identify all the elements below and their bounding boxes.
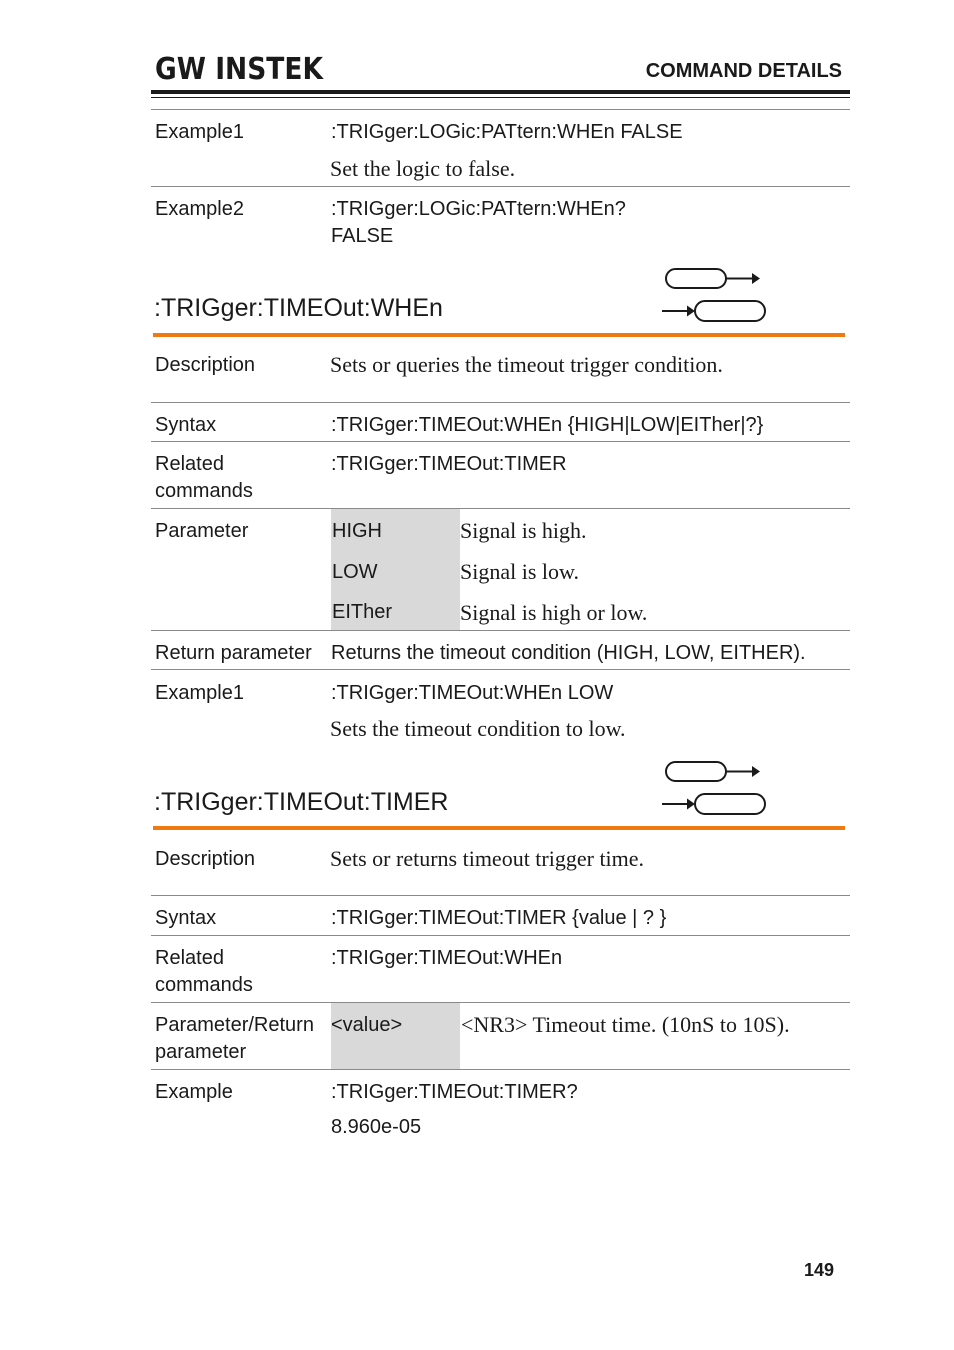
parameter-desc: <NR3> Timeout time. (10nS to 10S). xyxy=(461,1012,790,1037)
related-command: :TRIGger:TIMEOut:WHEn xyxy=(331,947,563,969)
row-divider xyxy=(151,1069,850,1070)
related-label-2: commands xyxy=(155,974,253,996)
row-divider xyxy=(151,669,850,670)
row-divider xyxy=(151,1002,850,1003)
syntax-text: :TRIGger:TIMEOut:WHEn {HIGH|LOW|EITher|?} xyxy=(331,414,764,436)
description-text: Sets or queries the timeout trigger condition. xyxy=(330,352,723,377)
syntax-label: Syntax xyxy=(155,414,217,436)
return-description: Returns the timeout condition (HIGH, LOW, EITHER). xyxy=(331,642,806,664)
set-query-icon xyxy=(660,266,770,326)
syntax-text: :TRIGger:TIMEOut:TIMER {value | ? } xyxy=(331,907,667,929)
return-label: Return parameter xyxy=(155,642,312,664)
example2-command: :TRIGger:LOGic:PATtern:WHEn? xyxy=(331,198,626,220)
example2-result: FALSE xyxy=(331,225,394,247)
gw-instek-logo xyxy=(155,52,327,84)
related-label: Related xyxy=(155,453,224,475)
parameter-label: Parameter xyxy=(155,520,249,542)
parameter-name: LOW xyxy=(332,561,378,583)
row-divider xyxy=(151,186,850,187)
set-icon xyxy=(666,762,760,781)
description-text: Sets or returns timeout trigger time. xyxy=(330,846,645,871)
header-rule-thin xyxy=(151,97,850,98)
parameter-desc: Signal is high. xyxy=(460,518,587,543)
section-title: COMMAND DETAILS xyxy=(645,60,842,82)
parameter-desc: Signal is low. xyxy=(460,559,579,584)
row-divider xyxy=(151,895,850,896)
example-label: Example xyxy=(155,1081,233,1103)
parameter-label: Parameter/Return xyxy=(155,1014,314,1036)
command-heading: :TRIGger:TIMEOut:TIMER xyxy=(154,788,449,816)
row-divider xyxy=(151,402,850,403)
description-label: Description xyxy=(155,848,256,870)
heading-underline xyxy=(153,333,845,337)
example-description: Sets the timeout condition to low. xyxy=(330,716,626,741)
svg-text:GW INSTEK: GW INSTEK xyxy=(155,52,325,84)
related-label: Related xyxy=(155,947,224,969)
example2-label: Example2 xyxy=(155,198,244,220)
set-query-icon xyxy=(660,759,770,819)
example-command: :TRIGger:TIMEOut:TIMER? xyxy=(331,1081,578,1103)
syntax-label: Syntax xyxy=(155,907,217,929)
example1-command: :TRIGger:LOGic:PATtern:WHEn FALSE xyxy=(331,121,683,143)
parameter-label-2: parameter xyxy=(155,1041,247,1063)
parameter-name: EITher xyxy=(332,601,393,623)
brand-logo xyxy=(155,52,327,84)
parameter-name: HIGH xyxy=(332,520,382,542)
header-rule-thick xyxy=(151,90,850,94)
row-divider xyxy=(151,109,850,110)
command-heading: :TRIGger:TIMEOut:WHEn xyxy=(154,294,443,322)
query-icon xyxy=(662,794,765,814)
example-command: :TRIGger:TIMEOut:WHEn LOW xyxy=(331,682,614,704)
description-label: Description xyxy=(155,354,256,376)
heading-underline xyxy=(153,826,845,830)
parameter-desc: Signal is high or low. xyxy=(460,600,648,625)
example1-description: Set the logic to false. xyxy=(330,156,516,181)
page-number: 149 xyxy=(803,1260,834,1280)
example1-label: Example1 xyxy=(155,121,244,143)
example-result: 8.960e-05 xyxy=(331,1116,422,1138)
query-icon xyxy=(662,301,765,321)
row-divider xyxy=(151,441,850,442)
related-command: :TRIGger:TIMEOut:TIMER xyxy=(331,453,567,475)
parameter-name: <value> xyxy=(331,1014,403,1036)
related-label-2: commands xyxy=(155,480,253,502)
set-icon xyxy=(666,269,760,288)
example-label: Example1 xyxy=(155,682,244,704)
row-divider xyxy=(151,508,850,509)
row-divider xyxy=(151,630,850,631)
row-divider xyxy=(151,935,850,936)
